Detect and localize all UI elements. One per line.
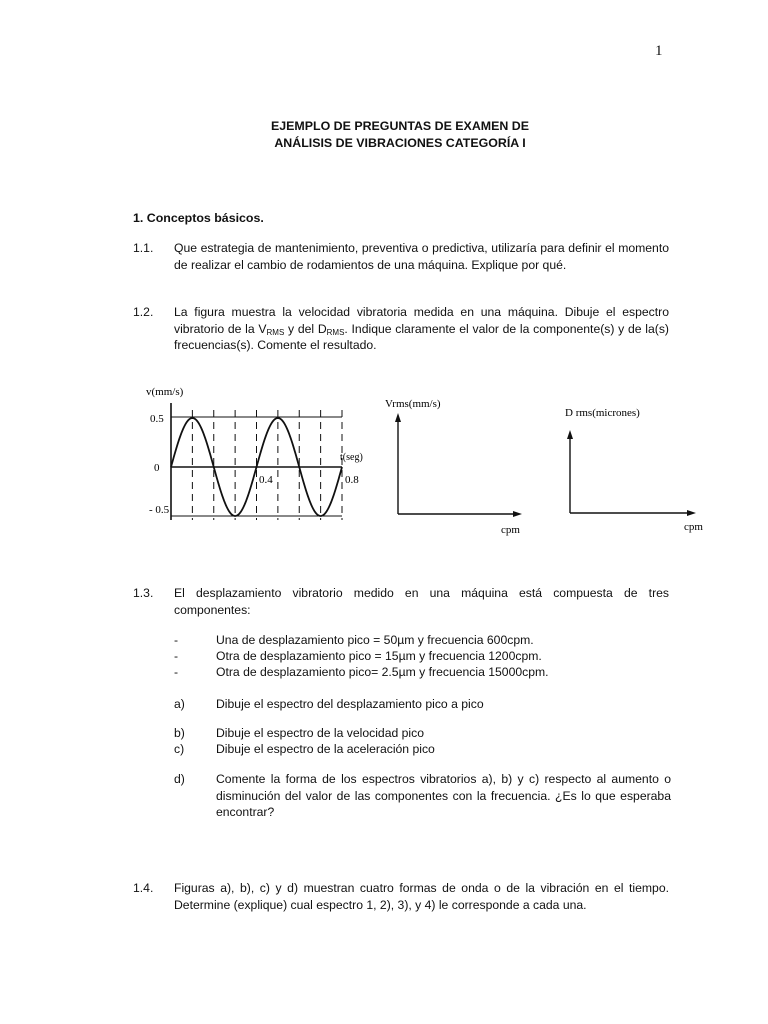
question-number: 1.4. bbox=[133, 881, 154, 895]
question-text: Que estrategia de mantenimiento, preventiva o predictiva, utilizaría para definir el momento de realizar el cambio de rodamientos de una máquina. Explique por qué. bbox=[174, 241, 669, 272]
vrms-spectrum-chart bbox=[385, 398, 522, 536]
text-part-1: La figura muestra la velocidad vibratoria medida en una máquina. Dibuje el espectro vibratorio de la V bbox=[174, 305, 669, 336]
bullet-text: Una de desplazamiento pico = 50µm y frecuencia 600cpm. bbox=[216, 633, 534, 647]
bullet-text: Otra de desplazamiento pico= 2.5µm y frecuencia 15000cpm. bbox=[216, 665, 549, 679]
item-text: Dibuje el espectro de la aceleración pico bbox=[216, 742, 435, 756]
title-line-2: ANÁLISIS DE VIBRACIONES CATEGORÍA I bbox=[274, 136, 526, 150]
section-heading: 1. Conceptos básicos. bbox=[133, 211, 264, 225]
vrms-ylabel: Vrms(mm/s) bbox=[385, 398, 441, 410]
title-line-1: EJEMPLO DE PREGUNTAS DE EXAMEN DE bbox=[271, 119, 529, 133]
drms-spectrum-chart bbox=[565, 407, 703, 533]
waveform-xlabel: t(seg) bbox=[340, 452, 363, 463]
tick-label-minus-0.5: - 0.5 bbox=[149, 504, 170, 516]
tick-label-0.4: 0.4 bbox=[259, 474, 273, 486]
item-text: Comente la forma de los espectros vibratorios a), b) y c) respecto al aumento o disminución del valor de las componentes con la frecuencia. ¿Es lo que esperaba encontrar? bbox=[216, 772, 671, 819]
drms-ylabel: D rms(micrones) bbox=[565, 407, 640, 419]
tick-label-0.5: 0.5 bbox=[150, 413, 164, 425]
bullet-mark: - bbox=[174, 633, 179, 647]
text-part-3: . Indique claramente el valor de la componente(s) y de la(s) frecuencias(s). Comente el resultado. bbox=[174, 321, 669, 352]
subscript-rms: RMS bbox=[326, 327, 345, 337]
velocity-waveform-chart bbox=[146, 386, 363, 520]
question-text: El desplazamiento vibratorio medido en una máquina está compuesta de tres componentes: bbox=[174, 586, 669, 617]
waveform-ylabel: v(mm/s) bbox=[146, 386, 184, 398]
vibration-figure bbox=[0, 370, 768, 545]
question-text bbox=[174, 304, 669, 354]
question-number: 1.3. bbox=[133, 586, 154, 600]
question-text: Figuras a), b), c) y d) muestran cuatro formas de onda o de la vibración en el tiempo. Determine (explique) cual espectro 1, 2), 3), y 4) le corresponde a cada una. bbox=[174, 881, 669, 912]
item-mark: b) bbox=[174, 726, 185, 740]
subscript-rms: RMS bbox=[266, 327, 285, 337]
vrms-xlabel: cpm bbox=[501, 524, 520, 536]
vertical-dashed-lines bbox=[192, 410, 342, 520]
bullet-mark: - bbox=[174, 649, 179, 663]
question-number: 1.1. bbox=[133, 241, 154, 255]
item-mark: d) bbox=[174, 772, 185, 786]
vrms-x-arrowhead bbox=[513, 511, 522, 517]
vrms-y-arrowhead bbox=[395, 413, 401, 422]
page-number: 1 bbox=[655, 43, 663, 59]
text-part-2: y del D bbox=[284, 321, 327, 336]
document-title bbox=[0, 118, 768, 152]
drms-y-arrowhead bbox=[567, 430, 573, 439]
tick-label-0: 0 bbox=[154, 462, 160, 474]
item-mark: a) bbox=[174, 697, 185, 711]
bullet-text: Otra de desplazamiento pico = 15µm y frecuencia 1200cpm. bbox=[216, 649, 542, 663]
item-mark: c) bbox=[174, 742, 185, 756]
question-number: 1.2. bbox=[133, 305, 154, 319]
drms-x-arrowhead bbox=[687, 510, 696, 516]
item-text: Dibuje el espectro de la velocidad pico bbox=[216, 726, 424, 740]
tick-label-0.8: 0.8 bbox=[345, 474, 359, 486]
bullet-mark: - bbox=[174, 665, 179, 679]
item-text: Dibuje el espectro del desplazamiento pico a pico bbox=[216, 697, 484, 711]
drms-xlabel: cpm bbox=[684, 521, 703, 533]
